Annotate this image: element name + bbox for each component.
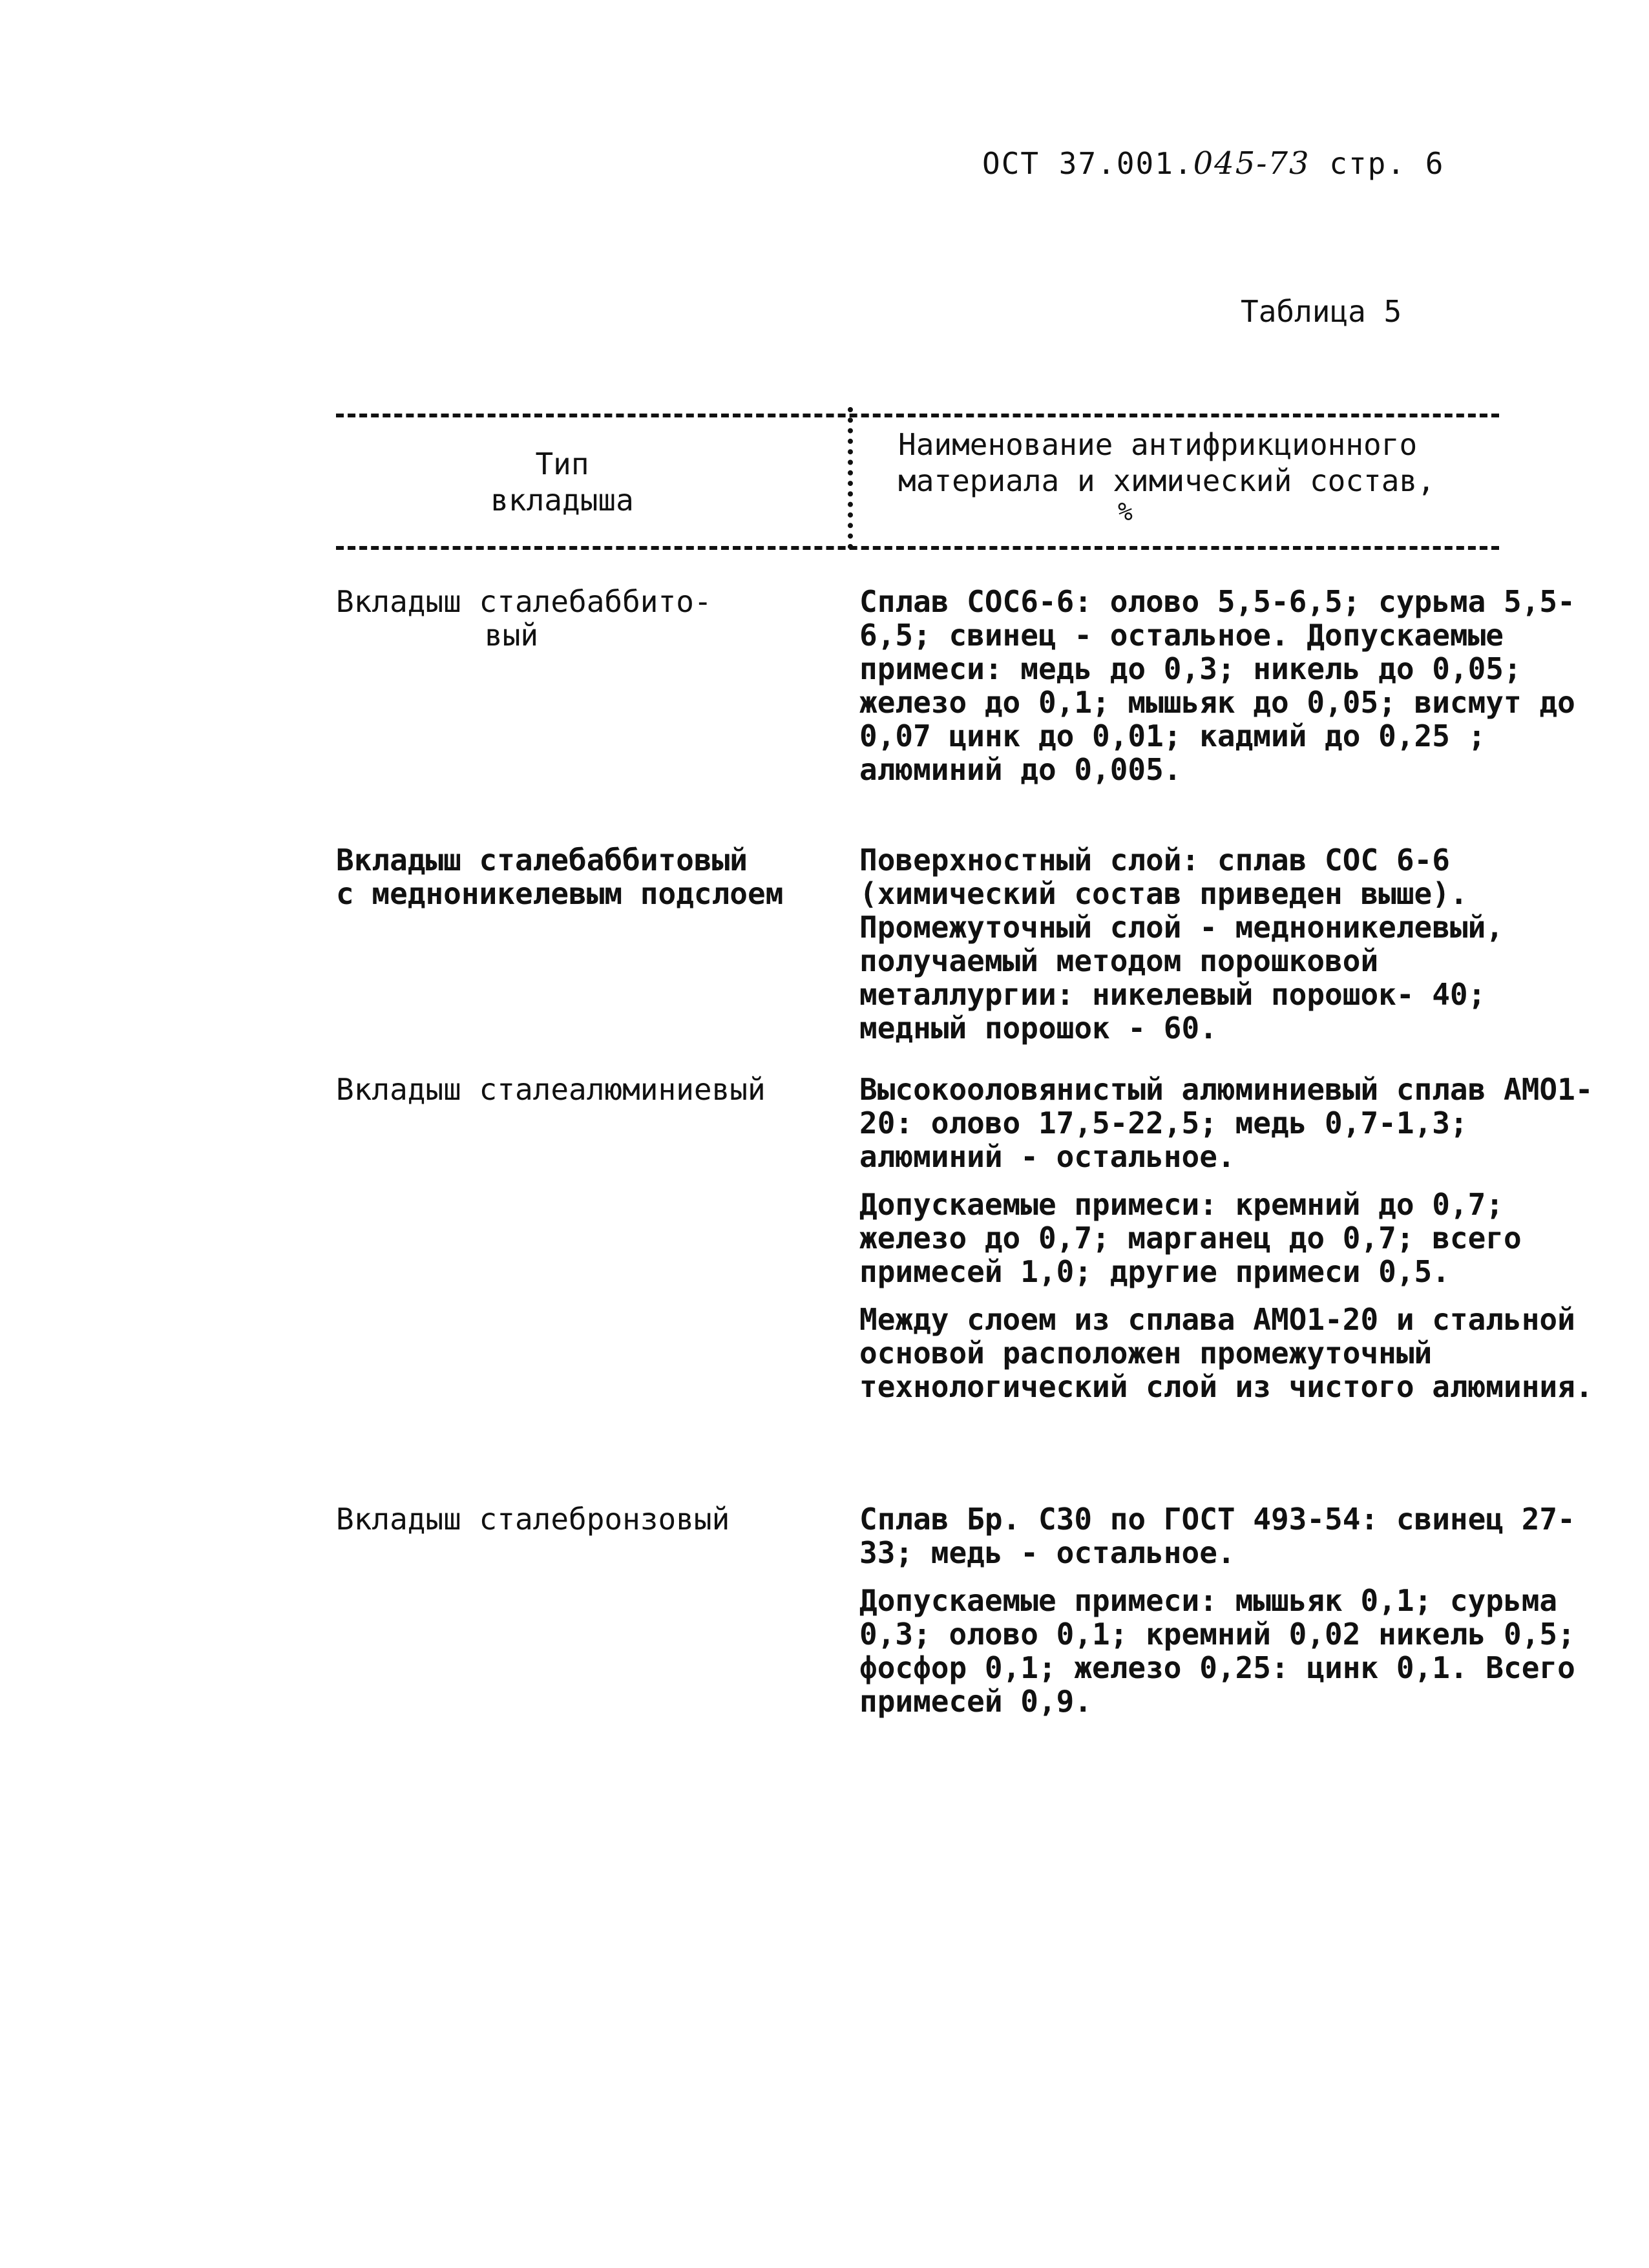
column-header-material: [898, 426, 1544, 525]
page-header: [982, 145, 1444, 182]
material-composition: [859, 843, 1596, 1059]
header-column-separator: [848, 407, 853, 549]
material-composition: [859, 585, 1596, 801]
composition-paragraph: Высокооловянистый алюминиевый сплав АМО1-20: олово 17,5-22,5; медь 0,7-1,3; алюминий - остальное.: [859, 1072, 1593, 1174]
liner-type: [336, 1073, 853, 1106]
standard-code: ОСТ 37.001.: [982, 146, 1193, 181]
column-header-type-line: Тип: [535, 446, 589, 481]
header-bottom-rule: [336, 546, 1499, 550]
page-number: стр. 6: [1329, 146, 1445, 181]
liner-type-line: Вкладыш сталеалюминиевый: [336, 1072, 766, 1107]
liner-type: [336, 843, 853, 910]
column-header-material-line: Наименование антифрикционного: [898, 427, 1418, 462]
composition-paragraph: Сплав СОС6-6: олово 5,5-6,5; сурьма 5,5-6,5; свинец - остальное. Допускаемые примеси: медь до 0,3; никель до 0,05; железо до 0,1; мышьяк до 0,05; висмут до 0,07 цинк до 0,01; кадмий до 0,25 ; алюминий до 0,005.: [859, 584, 1575, 787]
liner-type-line: Вкладыш сталебаббитовый: [336, 843, 748, 877]
composition-paragraph: Допускаемые примеси: кремний до 0,7; железо до 0,7; марганец до 0,7; всего примесей 1,0; другие примеси 0,5.: [859, 1187, 1522, 1289]
material-composition: [859, 1073, 1596, 1418]
liner-type-line: Вкладыш сталебаббито-: [336, 584, 712, 619]
composition-paragraph: Между слоем из сплава АМО1-20 и стальной основой расположен промежуточный технологический слой из чистого алюминия.: [859, 1302, 1593, 1404]
liner-type: [336, 1502, 853, 1536]
material-composition: [859, 1502, 1596, 1732]
column-header-type: [362, 446, 762, 518]
liner-type: [336, 585, 853, 652]
column-header-type-line: вкладыша: [490, 483, 634, 518]
liner-type-line: вый: [485, 618, 539, 653]
table-label: Таблица 5: [1241, 294, 1402, 329]
composition-paragraph: Допускаемые примеси: мышьяк 0,1; сурьма 0,3; олово 0,1; кремний 0,02 никель 0,5; фосфор 0,1; железо 0,25: цинк 0,1. Всего примесей 0,9.: [859, 1583, 1575, 1719]
column-header-material-line: материала и химический состав,: [898, 463, 1435, 498]
standard-year: -73: [1256, 145, 1310, 182]
composition-paragraph: Поверхностный слой: сплав СОС 6-6 (химический состав приведен выше). Промежуточный слой - медноникелевый, получаемый методом порошковой металлургии: никелевый порошок- 40; медный порошок - 60.: [859, 843, 1504, 1045]
column-header-unit: %: [1118, 498, 1133, 526]
liner-type-line: Вкладыш сталебронзовый: [336, 1502, 730, 1537]
table-top-rule: [336, 414, 1499, 417]
composition-paragraph: Сплав Бр. С30 по ГОСТ 493-54: свинец 27-33; медь - остальное.: [859, 1502, 1575, 1570]
liner-type-line: с медноникелевым подслоем: [336, 876, 784, 911]
handwritten-number: 045: [1193, 145, 1257, 182]
